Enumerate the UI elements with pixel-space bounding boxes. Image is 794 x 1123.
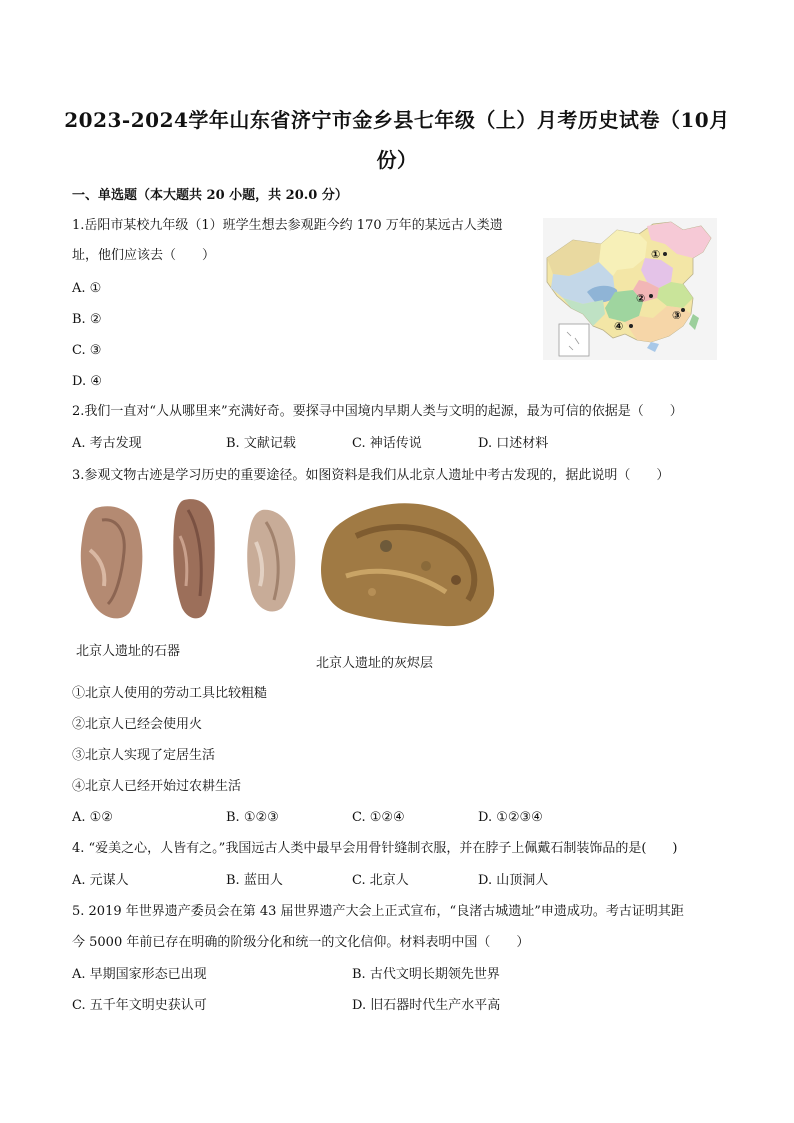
q3-option-c[interactable]: C. ①②④ — [352, 810, 405, 825]
q1-option-a[interactable]: A. ① — [72, 281, 102, 296]
map-label-3: ③ — [672, 309, 682, 322]
map-label-4: ④ — [614, 320, 624, 333]
exam-title-line2: 份） — [376, 148, 418, 172]
china-map-image — [543, 218, 717, 360]
q1-stem-line2: 址，他们应该去（ ） — [72, 248, 216, 263]
q4-option-d[interactable]: D. 山顶洞人 — [478, 873, 549, 888]
map-label-1: ① — [651, 248, 661, 261]
q3-statement-1: ①北京人使用的劳动工具比较粗糙 — [72, 686, 268, 701]
q2-option-a[interactable]: A. 考古发现 — [72, 436, 142, 451]
caption-ash-layer: 北京人遗址的灰烬层 — [316, 656, 434, 671]
q5-stem-line1: 5. 2019 年世界遗产委员会在第 43 届世界遗产大会上正式宣布，“良渚古城遗址”申遗成功。考古证明其距 — [72, 904, 684, 919]
q3-statement-4: ④北京人已经开始过农耕生活 — [72, 779, 242, 794]
stone-tool-image-2 — [170, 496, 220, 622]
caption-stone-tools: 北京人遗址的石器 — [76, 644, 181, 659]
q3-statement-2: ②北京人已经会使用火 — [72, 717, 203, 732]
q5-option-b[interactable]: B. 古代文明长期领先世界 — [352, 967, 500, 982]
q2-stem: 2.我们一直对“人从哪里来”充满好奇。要探寻中国境内早期人类与文明的起源，最为可信的依据是（ ） — [72, 404, 683, 419]
q5-option-d[interactable]: D. 旧石器时代生产水平高 — [352, 998, 501, 1013]
q5-option-c[interactable]: C. 五千年文明史获认可 — [72, 998, 207, 1013]
q2-option-b[interactable]: B. 文献记载 — [226, 436, 296, 451]
q4-stem: 4. “爱美之心，人皆有之。”我国远古人类中最早会用骨针缝制衣服，并在脖子上佩戴石制装饰品的是( ) — [72, 841, 678, 856]
q2-option-c[interactable]: C. 神话传说 — [352, 436, 422, 451]
q5-stem-line2: 今 5000 年前已存在明确的阶级分化和统一的文化信仰。材料表明中国（ ） — [72, 935, 530, 950]
q4-option-b[interactable]: B. 蓝田人 — [226, 873, 283, 888]
exam-title — [60, 100, 734, 180]
map-label-2: ② — [636, 292, 646, 305]
q1-option-d[interactable]: D. ④ — [72, 374, 102, 389]
q5-option-a[interactable]: A. 早期国家形态已出现 — [72, 967, 207, 982]
q4-option-c[interactable]: C. 北京人 — [352, 873, 409, 888]
q2-option-d[interactable]: D. 口述材料 — [478, 436, 549, 451]
exam-title-line1: 2023-2024学年山东省济宁市金乡县七年级（上）月考历史试卷（10月 — [64, 108, 730, 132]
ash-layer-image — [316, 496, 498, 632]
q3-statement-3: ③北京人实现了定居生活 — [72, 748, 216, 763]
q1-option-c[interactable]: C. ③ — [72, 343, 102, 358]
q3-stem: 3.参观文物古迹是学习历史的重要途径。如图资料是我们从北京人遗址中考古发现的，据此说明（ ） — [72, 468, 670, 483]
q3-option-a[interactable]: A. ①② — [72, 810, 113, 825]
q1-option-b[interactable]: B. ② — [72, 312, 102, 327]
stone-tool-image-3 — [244, 506, 300, 614]
q4-option-a[interactable]: A. 元谋人 — [72, 873, 129, 888]
section-heading: 一、单选题（本大题共 20 小题，共 20.0 分） — [72, 188, 348, 203]
stone-tool-image-1 — [76, 500, 148, 622]
q3-option-d[interactable]: D. ①②③④ — [478, 810, 543, 825]
q1-stem-line1: 1.岳阳市某校九年级（1）班学生想去参观距今约 170 万年的某远古人类遗 — [72, 218, 503, 233]
q3-option-b[interactable]: B. ①②③ — [226, 810, 279, 825]
